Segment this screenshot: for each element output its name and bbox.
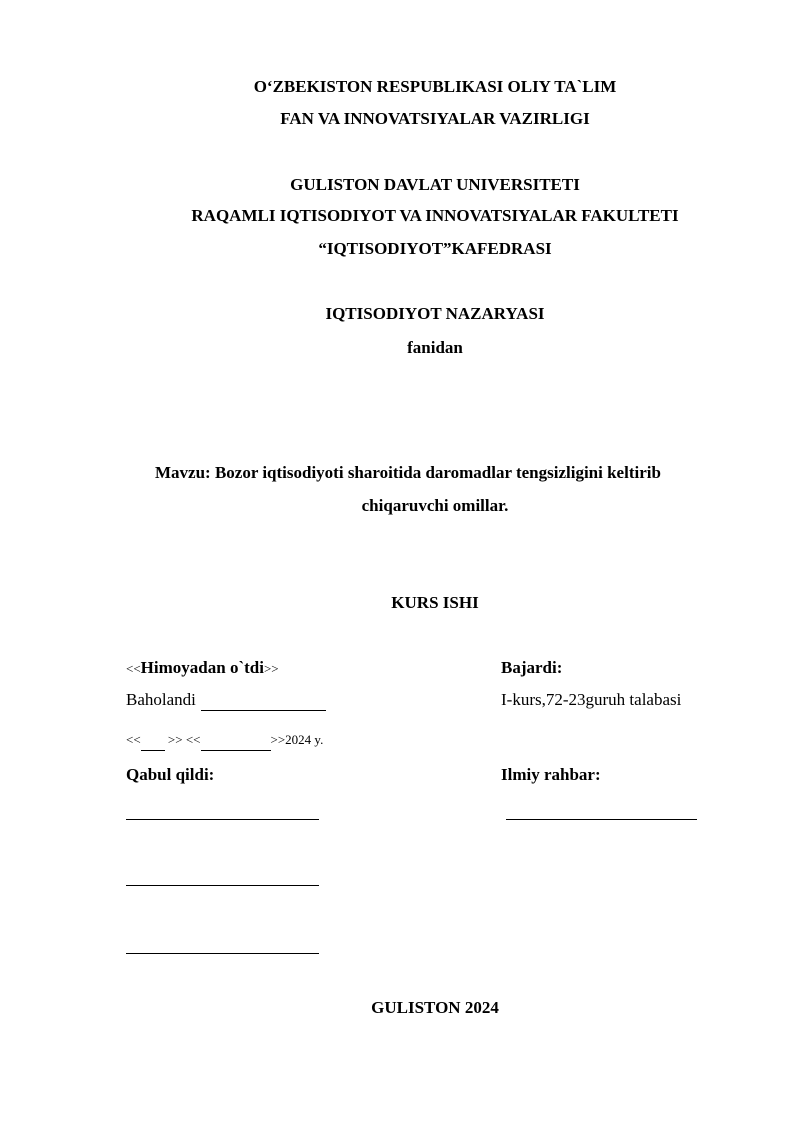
defense-label: Himoyadan o`tdi [140, 658, 264, 677]
defense-open-quote: << [126, 661, 141, 676]
department-name: “IQTISODIYOT”KAFEDRASI [318, 239, 552, 258]
university-name: GULISTON DAVLAT UNIVERSITETI [290, 175, 580, 194]
acceptance-signature-line-1 [126, 819, 319, 820]
supervisor-signature-line [506, 819, 697, 820]
acceptance-label: Qabul qildi: [126, 765, 215, 784]
subject-name: IQTISODIYOT NAZARYASI [325, 304, 545, 323]
day-blank [141, 730, 165, 751]
acceptance-signature-line-3 [126, 953, 319, 954]
defense-status [126, 658, 279, 679]
ministry-line-2: FAN VA INNOVATSIYALAR VAZIRLIGI [280, 109, 590, 128]
date-suffix: >>2024 y. [270, 732, 324, 747]
acceptance-signature-line-2 [126, 885, 319, 886]
date-mid: >> << [167, 732, 201, 747]
date-prefix: << [126, 732, 141, 747]
month-blank [201, 730, 271, 751]
topic-line-2: chiqaruvchi omillar. [361, 496, 509, 515]
work-type: KURS ISHI [391, 593, 479, 612]
footer-place-year: GULISTON 2024 [371, 998, 499, 1017]
performer-label: Bajardi: [501, 658, 563, 677]
grade-blank [201, 690, 326, 711]
subject-suffix: fanidan [407, 338, 463, 357]
ministry-line-1: O‘ZBEKISTON RESPUBLIKASI OLIY TA`LIM [253, 77, 617, 96]
supervisor-label: Ilmiy rahbar: [501, 765, 601, 784]
graded-row [126, 690, 326, 711]
topic-line-1: Mavzu: Bozor iqtisodiyoti sharoitida daromadlar tengsizligini keltirib [155, 463, 661, 482]
graded-label: Baholandi [126, 690, 196, 709]
performer-value: I-kurs,72-23guruh talabasi [501, 690, 682, 709]
defense-close-quote: >> [263, 661, 279, 676]
date-row [126, 730, 323, 751]
faculty-name: RAQAMLI IQTISODIYOT VA INNOVATSIYALAR FAKULTETI [191, 206, 679, 225]
